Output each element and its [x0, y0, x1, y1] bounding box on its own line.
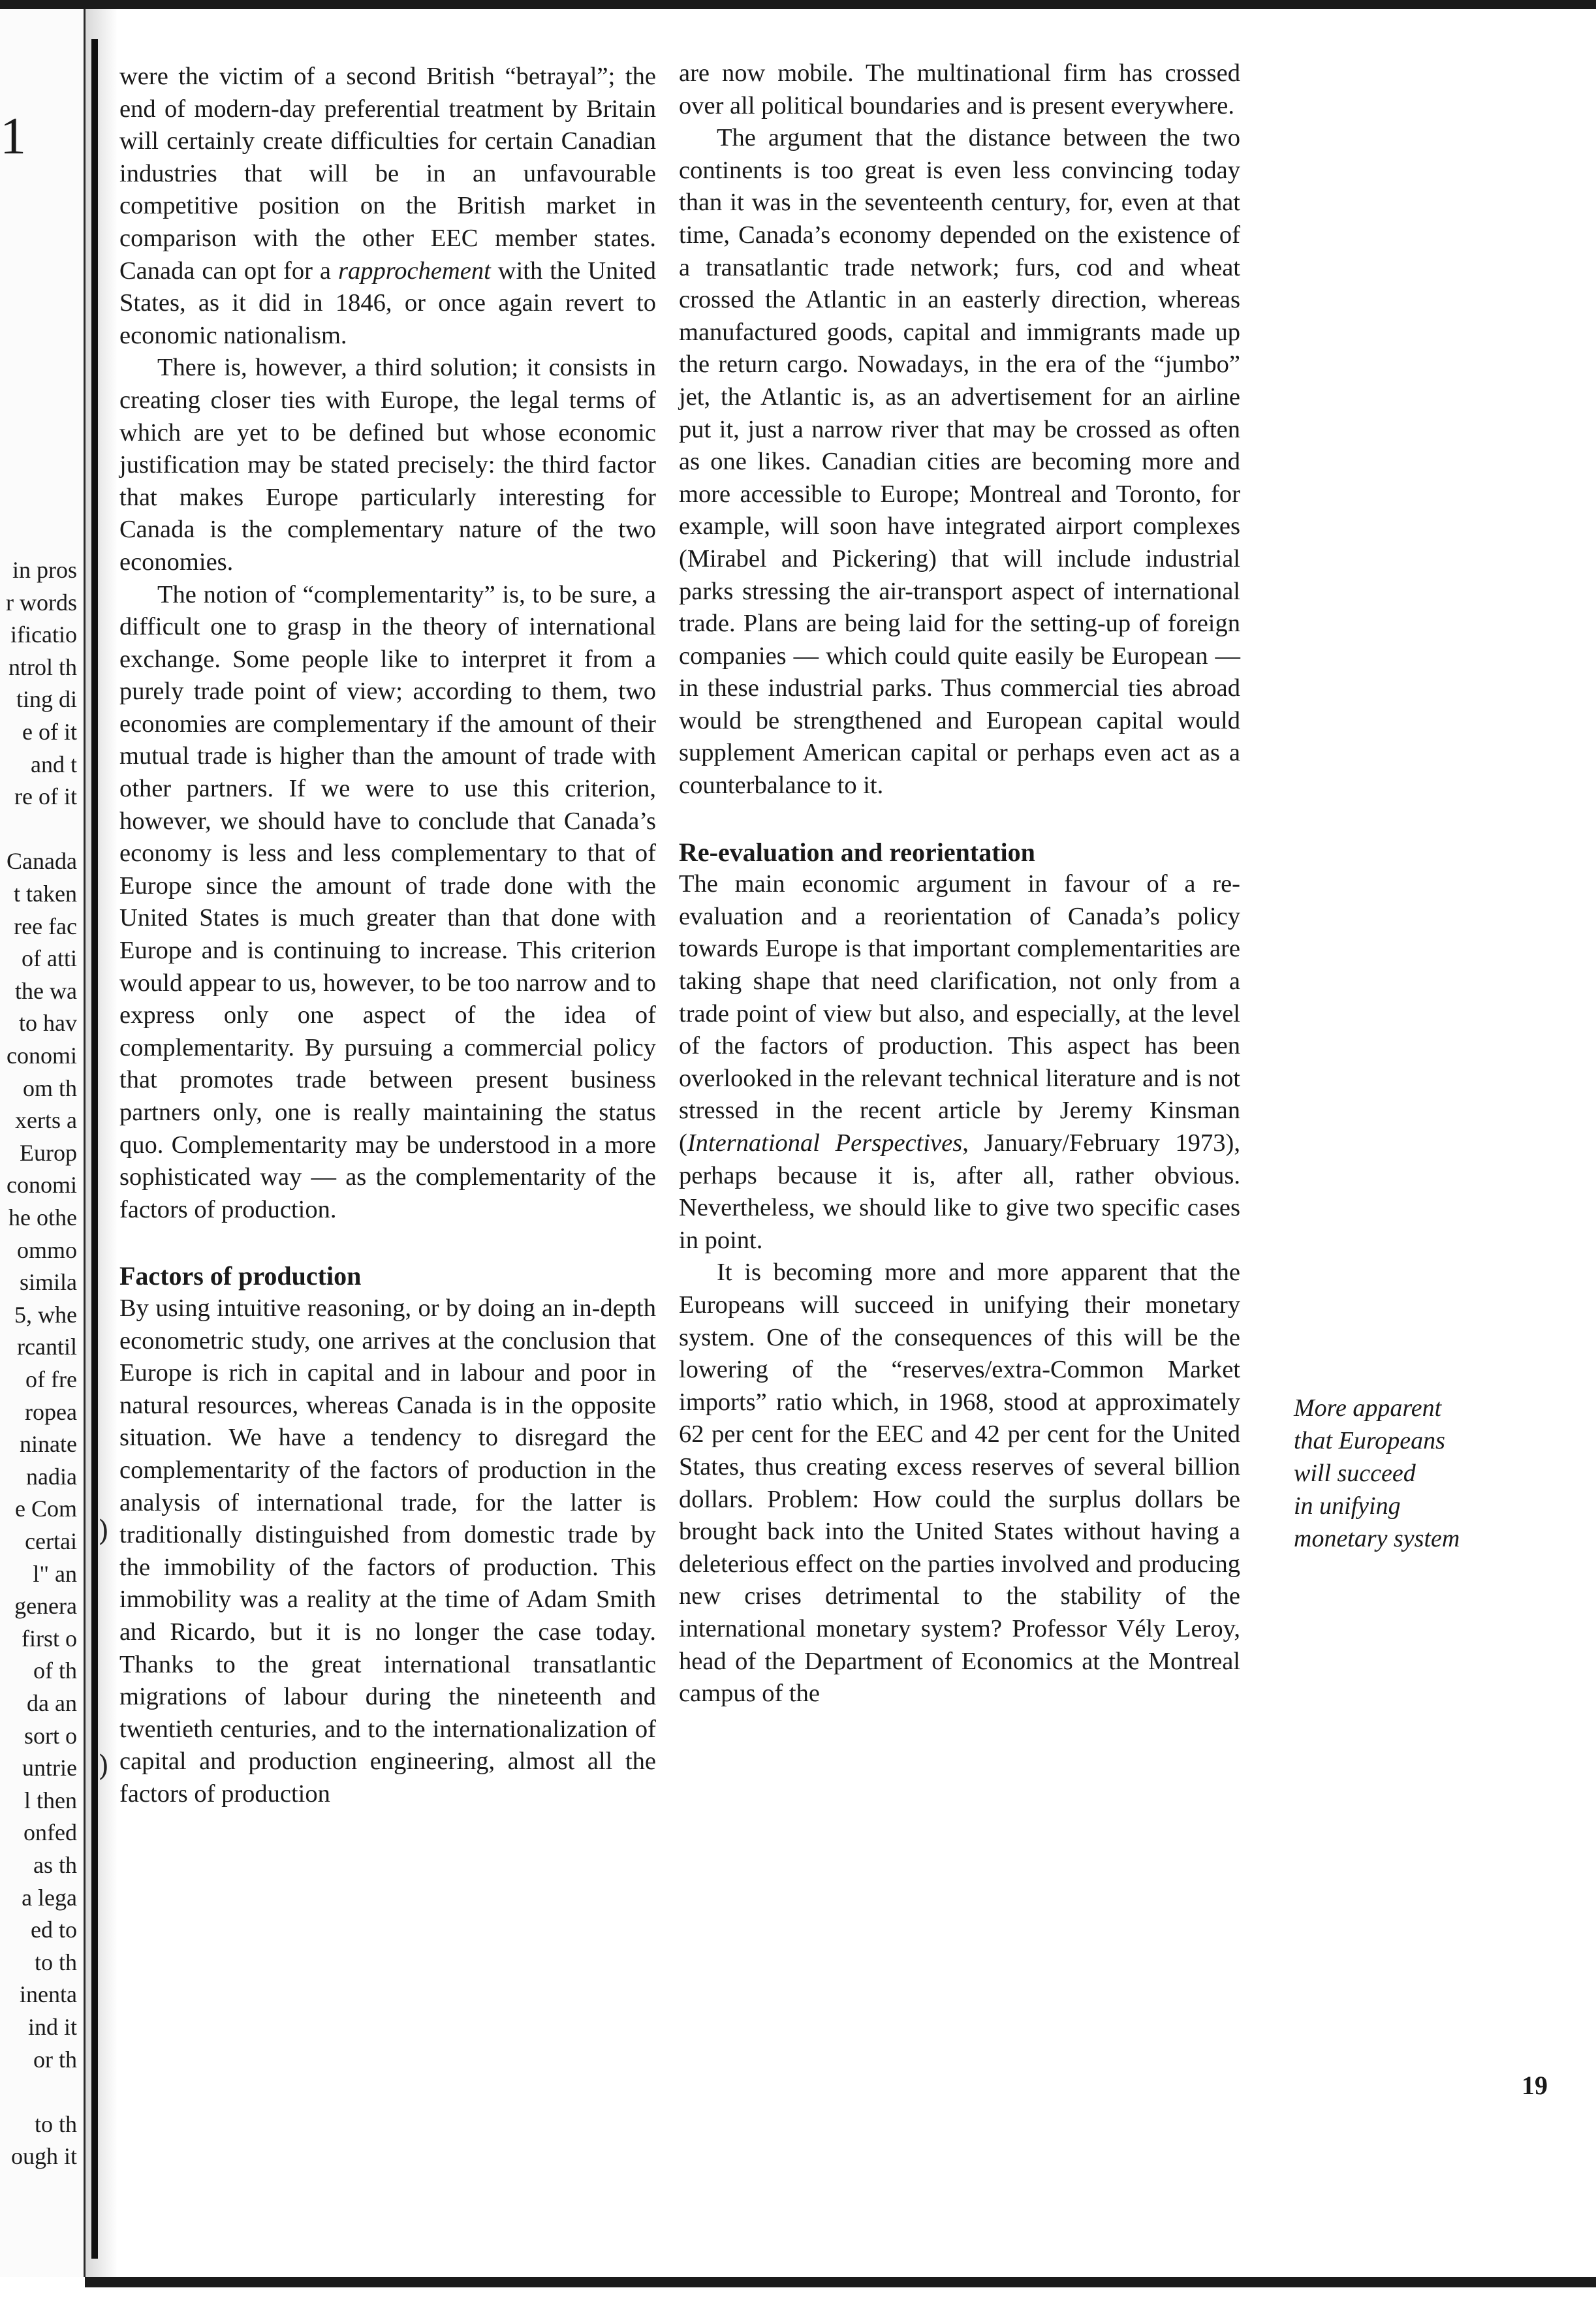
facing-page-text-fragment: e Com: [15, 1496, 77, 1522]
facing-page-text-fragment: onfed: [23, 1819, 77, 1846]
facing-page-text-fragment: inenta: [20, 1981, 77, 2008]
facing-page-text-fragment: ninate: [20, 1431, 77, 1458]
facing-page-text-fragment: ommo: [16, 1236, 77, 1263]
paragraph: The notion of “complementarity” is, to be sure, a difficult one to grasp in the theory of international exchange. Some people like to interpret it from a purely trade point of view; according to them, two economies are complementary if the amount of their mutual trade is higher than the amount of trade with other partners. If we were to use this criterion, however, we should have to conclude that Canada’s economy is less and less complementary to that of Europe since the amount of trade done with the United States is much greater than that done with Europe and is continuing to increase. This criterion would appear to us, however, to be too narrow and to express only one aspect of the idea of complementarity. By pursuing a commercial policy that promotes trade between present business partners only, one is really maintaining the status quo. Complementarity may be understood in a more sophisticated way — as the complementarity of the factors of production.: [119, 580, 656, 1223]
facing-page-text-fragment: and t: [31, 751, 77, 777]
facing-page-text-fragment: da an: [27, 1690, 77, 1716]
facing-page-text-fragment: ificatio: [10, 621, 77, 648]
page-number: 19: [1522, 2071, 1548, 2100]
facing-page-text-fragment: t taken: [14, 881, 77, 907]
facing-page-text-fragment: of fre: [25, 1366, 77, 1392]
facing-page-text-fragment: l then: [24, 1787, 77, 1813]
facing-page-text-fragment: simila: [20, 1269, 77, 1296]
paragraph: were the victim of a second British “betrayal”; the end of modern-day preferential treatment by Britain will certainly create difficulties for certain Canadian industries that will be in an unfavourable competitive position on the British market in comparison with the other EEC member states. Canada can opt for a rapprochement with the United States, as it did in 1846, or once again revert to economic nationalism.: [119, 63, 656, 349]
facing-page-text-fragment: as th: [33, 1852, 77, 1878]
facing-page-text-fragment: 5, whe: [14, 1301, 77, 1328]
facing-page-text-fragment: Europ: [20, 1139, 77, 1166]
paragraph: The argument that the distance between the two continents is too great is even less convincing today than it was in the seventeenth century, for, even at that time, Canada’s economy depended on the existence of a transatlantic trade network; furs, cod and wheat crossed the Atlantic in an easterly direction, whereas manufactured goods, capital and immigrants made up the return cargo. Nowadays, in the era of the “jumbo” jet, the Atlantic is, as an advertisement for an airline put it, just a narrow river that may be crossed as often as one likes. Canadian cities are becoming more and more accessible to Europe; Montreal and Toronto, for example, will soon have integrated airport complexes (Mirabel and Pickering) that will include industrial parks stressing the air-transport aspect of international trade. Plans are being laid for the setting-up of foreign companies — which could quite easily be European — in these industrial parks. Thus commercial ties abroad would be strengthened and European capital would supplement American capital or perhaps even act as a counterbalance to it.: [679, 124, 1240, 800]
facing-page-text-fragment: ough it: [10, 2143, 77, 2170]
facing-page-glyph: 1: [0, 108, 26, 165]
facing-page-text-fragment: r words: [6, 589, 77, 616]
article-column-2: [679, 57, 1240, 1710]
facing-page-text-fragment: ntrol th: [8, 653, 77, 680]
facing-page-text-fragment: rcantil: [17, 1334, 77, 1360]
facing-page-text-fragment: to hav: [19, 1010, 77, 1037]
facing-page-fragment: [0, 9, 86, 2277]
article-column-1: [119, 61, 656, 1810]
facing-page-text-fragment: conomi: [7, 1043, 77, 1069]
paragraph: There is, however, a third solution; it consists in creating closer ties with Europe, the legal terms of which are yet to be defined but whose economic justification may be stated precisely: the third factor that makes Europe particularly interesting for Canada is the complementary nature of the two economies.: [119, 354, 656, 576]
section-heading: Factors of production: [119, 1261, 362, 1291]
paragraph: The main economic argument in favour of a re-evaluation and a reorientation of Canada’s policy towards Europe is that important complementarities are taking shape that need clarification, not only from a trade point of view but also, and especially, at the level of the factors of production. This aspect has been overlooked in the relevant technical literature and is not stressed in the recent article by Jeremy Kinsman (International Perspectives, January/February 1973), perhaps because it is, after all, rather obvious. Nevertheless, we should like to give two specific cases in point.: [679, 870, 1240, 1254]
margin-pull-quote: More apparent that Europeans will succeed in unifying monetary system: [1294, 1394, 1460, 1552]
margin-bracket-mark: ): [98, 1514, 110, 1548]
facing-page-text-fragment: sort o: [24, 1722, 77, 1749]
facing-page-text-fragment: to th: [34, 1949, 77, 1975]
facing-page-text-fragment: e of it: [22, 719, 77, 745]
facing-page-text-fragment: in pros: [12, 557, 77, 583]
facing-page-text-fragment: ind it: [27, 2014, 77, 2040]
facing-page-text-fragment: a lega: [22, 1884, 77, 1911]
facing-page-text-fragment: untrie: [22, 1755, 77, 1781]
facing-page-text-fragment: or th: [33, 2046, 77, 2073]
facing-page-text-fragment: the wa: [15, 977, 77, 1004]
facing-page-text-fragment: xerts a: [15, 1107, 77, 1134]
paragraph: are now mobile. The multinational firm has crossed over all political boundaries and is present everywhere.: [679, 59, 1240, 119]
facing-page-text-fragment: certai: [25, 1528, 77, 1554]
facing-page-text-fragment: ropea: [25, 1398, 77, 1425]
facing-page-text-fragment: of atti: [22, 945, 77, 972]
facing-page-text-fragment: om th: [22, 1074, 77, 1101]
margin-bracket-mark: ): [98, 1749, 110, 1783]
section-heading: Re-evaluation and reorientation: [679, 837, 1035, 867]
scan-top-edge: [0, 0, 1596, 9]
page-binding: [91, 39, 98, 2259]
scan-bottom-edge: [85, 2277, 1596, 2287]
facing-page-text-fragment: to th: [34, 2110, 77, 2137]
facing-page-text-fragment: first o: [22, 1625, 77, 1652]
facing-page-text-fragment: nadia: [26, 1463, 77, 1490]
paragraph: By using intuitive reasoning, or by doing an in-depth econometric study, one arrives at the conclusion that Europe is rich in capital and in labour and poor in natural resources, whereas Canada is in the opposite situation. We have a tendency to disregard the complementarity of the factors of production in the analysis of international trade, for the latter is traditionally distinguished from domestic trade by the immobility of the factors of production. This immobility was a reality at the time of Adam Smith and Ricardo, but it is no longer the case today. Thanks to the great international transatlantic migrations of labour during the nineteenth and twentieth centuries, and to the internationalization of capital and production engineering, almost all the factors of production: [119, 1294, 656, 1808]
facing-page-text-fragment: he othe: [8, 1204, 77, 1231]
facing-page-text-fragment: l" an: [33, 1560, 77, 1587]
facing-page-text-fragment: ree fac: [14, 913, 77, 939]
facing-page-text-fragment: ting di: [16, 686, 77, 713]
facing-page-text-fragment: Canada: [7, 848, 77, 875]
facing-page-text-fragment: of th: [33, 1657, 77, 1684]
facing-page-text-fragment: conomi: [7, 1172, 77, 1199]
facing-page-text-fragment: genera: [14, 1593, 77, 1620]
paragraph: It is becoming more and more apparent that the Europeans will succeed in unifying their monetary system. One of the consequences of this will be the lowering of the “reserves/extra-Common Market imports” ratio which, in 1968, stood at approximately 62 per cent for the EEC and 42 per cent for the United States, thus creating excess reserves of several billion dollars. Problem: How could the surplus dollars be brought back into the United States without having a deleterious effect on the parties involved and producing new crises detrimental to the stability of the international monetary system? Professor Vély Leroy, head of the Department of Economics at the Montreal campus of the: [679, 1259, 1240, 1708]
facing-page-text-fragment: ed to: [31, 1917, 77, 1943]
facing-page-text-fragment: re of it: [14, 783, 77, 810]
